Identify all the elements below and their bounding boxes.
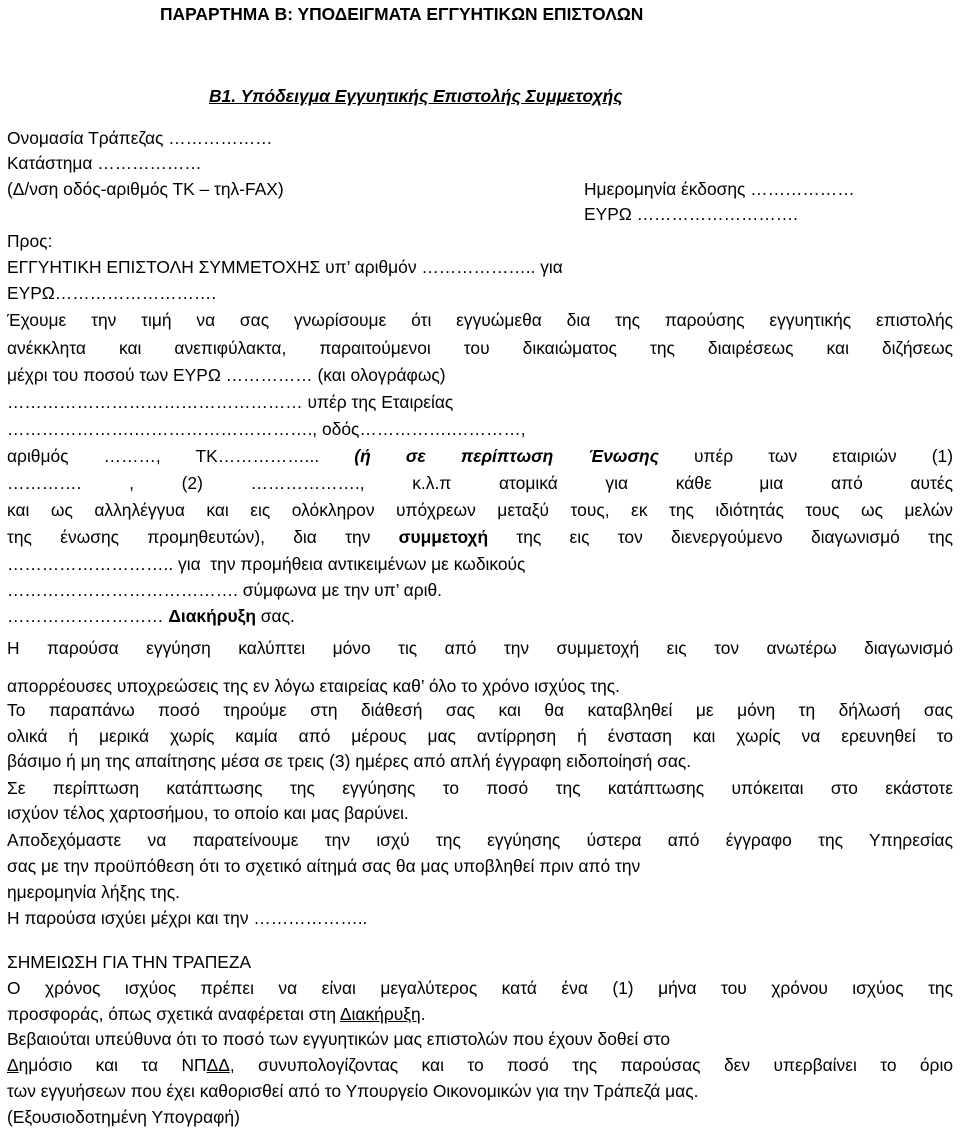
p1-line-6-c: υπέρ των εταιριών (1) bbox=[658, 446, 953, 466]
form-subtitle: Β1. Υπόδειγμα Εγγυητικής Επιστολής Συμμετοχής bbox=[209, 86, 623, 106]
p5-line-2: σας με την προϋπόθεση ότι το σχετικό αίτημά σας θα μας υποβληθεί πριν από την bbox=[7, 856, 641, 876]
p1-line-1: Έχουμε την τιμή να σας γνωρίσουμε ότι εγγυώμεθα δια της παρούσης εγγυητικής επιστολής bbox=[7, 310, 953, 330]
p5-line-3: ημερομηνία λήξης της. bbox=[7, 882, 180, 902]
p1-line-12-a: ……………………… bbox=[7, 606, 169, 626]
recipient-label: Προς: bbox=[7, 231, 53, 251]
note-line-4-c: ΔΔ bbox=[206, 1055, 230, 1075]
note-line-4-d: , συνυπολογίζοντας και το ποσό της παρούσας δεν υπερβαίνει το όριο bbox=[229, 1055, 953, 1075]
p1-line-9-a: της ένωσης προμηθευτών), δια την bbox=[7, 527, 399, 547]
p4-line-2: ισχύον τέλος χαρτοσήμου, το οποίο και μας βαρύνει. bbox=[7, 803, 409, 823]
note-heading: ΣΗΜΕΙΩΣΗ ΓΙΑ ΤΗΝ ΤΡΑΠΕΖΑ bbox=[7, 952, 252, 972]
p1-line-9-b: συμμετοχή bbox=[398, 527, 489, 547]
p1-line-6-b: (ή σε περίπτωση Ένωσης bbox=[354, 446, 659, 466]
p1-line-12-b: Διακήρυξη bbox=[168, 606, 256, 626]
bank-name-line: Ονομασία Τράπεζας ……………… bbox=[7, 128, 273, 148]
note-line-5: των εγγυήσεων που έχει καθορισθεί από το Υπουργείο Οικονομικών για την Τράπεζά μας. bbox=[7, 1081, 699, 1101]
p1-line-12 bbox=[7, 608, 295, 625]
address-line: (Δ/νση οδός-αριθμός ΤΚ – τηλ-FAX) bbox=[7, 179, 284, 199]
amount-euro-line: ΕΥΡΩ ………………………. bbox=[584, 204, 798, 224]
p1-line-7: …………. , (2) ………………., κ.λ.π ατομικά για κάθε μια από αυτές bbox=[7, 473, 953, 493]
p1-line-11: …………………………………. σύμφωνα με την υπ’ αριθ. bbox=[7, 580, 442, 600]
p1-line-3: μέχρι του ποσού των ΕΥΡΩ …………… (και ολογράφως) bbox=[7, 365, 446, 385]
p1-line-9 bbox=[7, 529, 953, 546]
note-line-2-b: Διακήρυξη bbox=[339, 1004, 421, 1024]
note-line-2-a: προσφοράς, όπως σχετικά αναφέρεται στη bbox=[7, 1004, 340, 1024]
p1-line-2: ανέκκλητα και ανεπιφύλακτα, παραιτούμενοι του δικαιώματος της διαιρέσεως και διζήσεως bbox=[7, 338, 953, 358]
p1-line-12-c: σας. bbox=[255, 606, 295, 626]
p3-line-3: βάσιμο ή μη της απαίτησης μέσα σε τρεις (3) ημέρες από απλή έγγραφη ειδοποίησή σας. bbox=[7, 751, 692, 771]
note-line-3: Βεβαιούται υπεύθυνα ότι το ποσό των εγγυητικών μας επιστολών που έχουν δοθεί στο bbox=[7, 1029, 671, 1049]
p1-line-6-a: αριθμός ………, ΤΚ……………... bbox=[7, 446, 355, 466]
p1-line-4: …………………………………………… υπέρ της Εταιρείας bbox=[7, 392, 454, 412]
p1-line-10: ……………………….. για την προμήθεια αντικειμένων με κωδικούς bbox=[7, 554, 526, 574]
signature-line: (Εξουσιοδοτημένη Υπογραφή) bbox=[7, 1107, 240, 1127]
branch-line: Κατάστημα ……………… bbox=[7, 153, 202, 173]
p1-line-6 bbox=[7, 448, 953, 465]
note-line-2-c: . bbox=[420, 1004, 426, 1024]
validity-line: Η παρούσα ισχύει μέχρι και την ……………….. bbox=[7, 908, 368, 928]
note-line-4 bbox=[7, 1057, 953, 1074]
guarantee-euro-line: ΕΥΡΩ………………………. bbox=[7, 283, 217, 303]
note-line-1: Ο χρόνος ισχύος πρέπει να είναι μεγαλύτερος κατά ένα (1) μήνα του χρόνου ισχύος της bbox=[7, 978, 953, 998]
p3-line-1: Το παραπάνω ποσό τηρούμε στη διάθεσή σας και θα καταβληθεί με μόνη τη δήλωσή σας bbox=[7, 700, 953, 720]
p2-line-2: απορρέουσες υποχρεώσεις της εν λόγω εταιρείας καθ’ όλο το χρόνο ισχύος της. bbox=[7, 676, 621, 696]
p4-line-1: Σε περίπτωση κατάπτωσης της εγγύησης το ποσό της κατάπτωσης υπόκειται στο εκάστοτε bbox=[7, 778, 953, 798]
p2-line-1: Η παρούσα εγγύηση καλύπτει μόνο τις από την συμμετοχή εις τον ανωτέρω διαγωνισμό bbox=[7, 638, 953, 658]
note-line-2 bbox=[7, 1006, 426, 1023]
issue-date-line: Ημερομηνία έκδοσης ……………… bbox=[584, 179, 855, 199]
page-title: ΠΑΡΑΡΤΗΜΑ Β: ΥΠΟΔΕΙΓΜΑΤΑ ΕΓΓΥΗΤΙΚΩΝ ΕΠΙΣΤΟΛΩΝ bbox=[160, 4, 644, 24]
note-line-4-b: ημόσιο και τα ΝΠ bbox=[18, 1055, 207, 1075]
note-line-4-a: Δ bbox=[7, 1055, 19, 1075]
guarantee-heading: ΕΓΓΥΗΤΙΚΗ ΕΠΙΣΤΟΛΗ ΣΥΜΜΕΤΟΧΗΣ υπ’ αριθμόν ……………….. για bbox=[7, 257, 563, 277]
p1-line-5: ………………….…………………………., οδός…………….…………, bbox=[7, 419, 526, 439]
p1-line-9-c: της εις τον διενεργούμενο διαγωνισμό της bbox=[488, 527, 954, 547]
p5-line-1: Αποδεχόμαστε να παρατείνουμε την ισχύ της εγγύησης ύστερα από έγγραφο της Υπηρεσίας bbox=[7, 830, 953, 850]
p1-line-8: και ως αλληλέγγυα και εις ολόκληρον υπόχρεων μεταξύ τους, εκ της ιδιότητάς τους ως μελών bbox=[7, 500, 953, 520]
p3-line-2: ολικά ή μερικά χωρίς καμία από μέρους μας αντίρρηση ή ένσταση και χωρίς να ερευνηθεί το bbox=[7, 726, 953, 746]
